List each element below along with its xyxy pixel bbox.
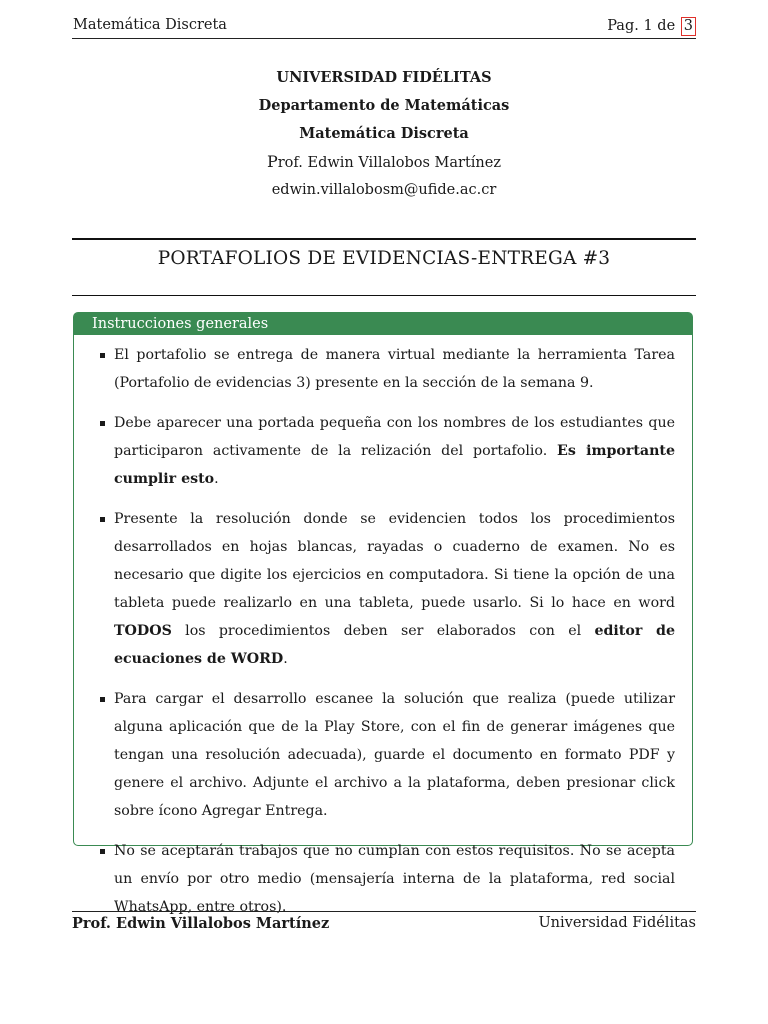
running-header <box>72 16 696 39</box>
item-text: los procedimientos deben ser elaborados con el <box>171 623 595 639</box>
emphasis-text: Es importante cumplir esto <box>114 443 675 487</box>
title-top-rule <box>72 238 696 240</box>
professor-name-rest: rof. Edwin Villalobos Martínez <box>277 155 501 171</box>
professor-initial: P <box>266 152 278 171</box>
footer-institution: Universidad Fidélitas <box>538 915 696 931</box>
bullet-icon <box>100 849 105 854</box>
item-text: Presente la resolución donde se evidencien todos los procedimientos desarrollados en hojas blancas, rayadas o cuaderno de examen. No es necesario que digite los ejercicios en computadora. Si tiene la opción de una tableta puede realizarlo en una tableta, puede usarlo. Si lo hace en word <box>114 511 675 611</box>
title-bottom-rule <box>72 295 696 296</box>
emphasis-text: editor de ecuaciones de WORD <box>114 623 675 667</box>
item-text: Para cargar el desarrollo escanee la solución que realiza (puede utilizar alguna aplicación que de la Play Store, con el fin de generar imágenes que tengan una resolución adecuada), guarde el documento en formato PDF y genere el archivo. Adjunte el archivo a la plataforma, deben presionar click sobre ícono Agregar Entrega. <box>114 691 675 819</box>
page-prefix: Pag. 1 de <box>607 18 676 34</box>
footer-author: Prof. Edwin Villalobos Martínez <box>72 915 330 932</box>
instructions-heading: Instrucciones generales <box>74 313 692 335</box>
item-text: El portafolio se entrega de manera virtual mediante la herramienta Tarea (Portafolio de evidencias 3) presente en la sección de la semana 9. <box>114 347 675 391</box>
title-block <box>72 64 696 204</box>
instruction-item <box>114 341 675 397</box>
item-text: . <box>214 471 219 487</box>
professor-email: edwin.villalobosm@ufide.ac.cr <box>271 182 497 198</box>
header-page-number <box>607 17 696 36</box>
university-name: UNIVERSIDAD FIDÉLITAS <box>276 69 492 86</box>
instruction-item <box>114 505 675 673</box>
course-name: Matemática Discreta <box>299 125 469 142</box>
instructions-list <box>74 335 692 921</box>
item-text: . <box>283 651 288 667</box>
instruction-item <box>114 409 675 493</box>
instruction-item <box>114 837 675 921</box>
bullet-icon <box>100 697 105 702</box>
department-name: Departamento de Matemáticas <box>258 97 510 114</box>
total-pages-link[interactable]: 3 <box>681 17 696 36</box>
bullet-icon <box>100 353 105 358</box>
header-course-title: Matemática Discreta <box>73 17 227 33</box>
instruction-item <box>114 685 675 825</box>
bullet-icon <box>100 517 105 522</box>
document-title: PORTAFOLIOS DE EVIDENCIAS-ENTREGA #3 <box>157 248 611 269</box>
bullet-icon <box>100 421 105 426</box>
footer-rule <box>72 911 696 912</box>
emphasis-text: TODOS <box>114 623 172 639</box>
instructions-box <box>73 312 693 915</box>
item-text: No se aceptarán trabajos que no cumplan con estos requisitos. No se acepta un envío por otro medio (mensajería interna de la plataforma, red social WhatsApp, entre otros). <box>114 843 675 915</box>
item-text: Debe aparecer una portada pequeña con los nombres de los estudiantes que participaron activamente de la relización del portafolio. <box>114 415 675 459</box>
professor-name <box>72 148 696 176</box>
